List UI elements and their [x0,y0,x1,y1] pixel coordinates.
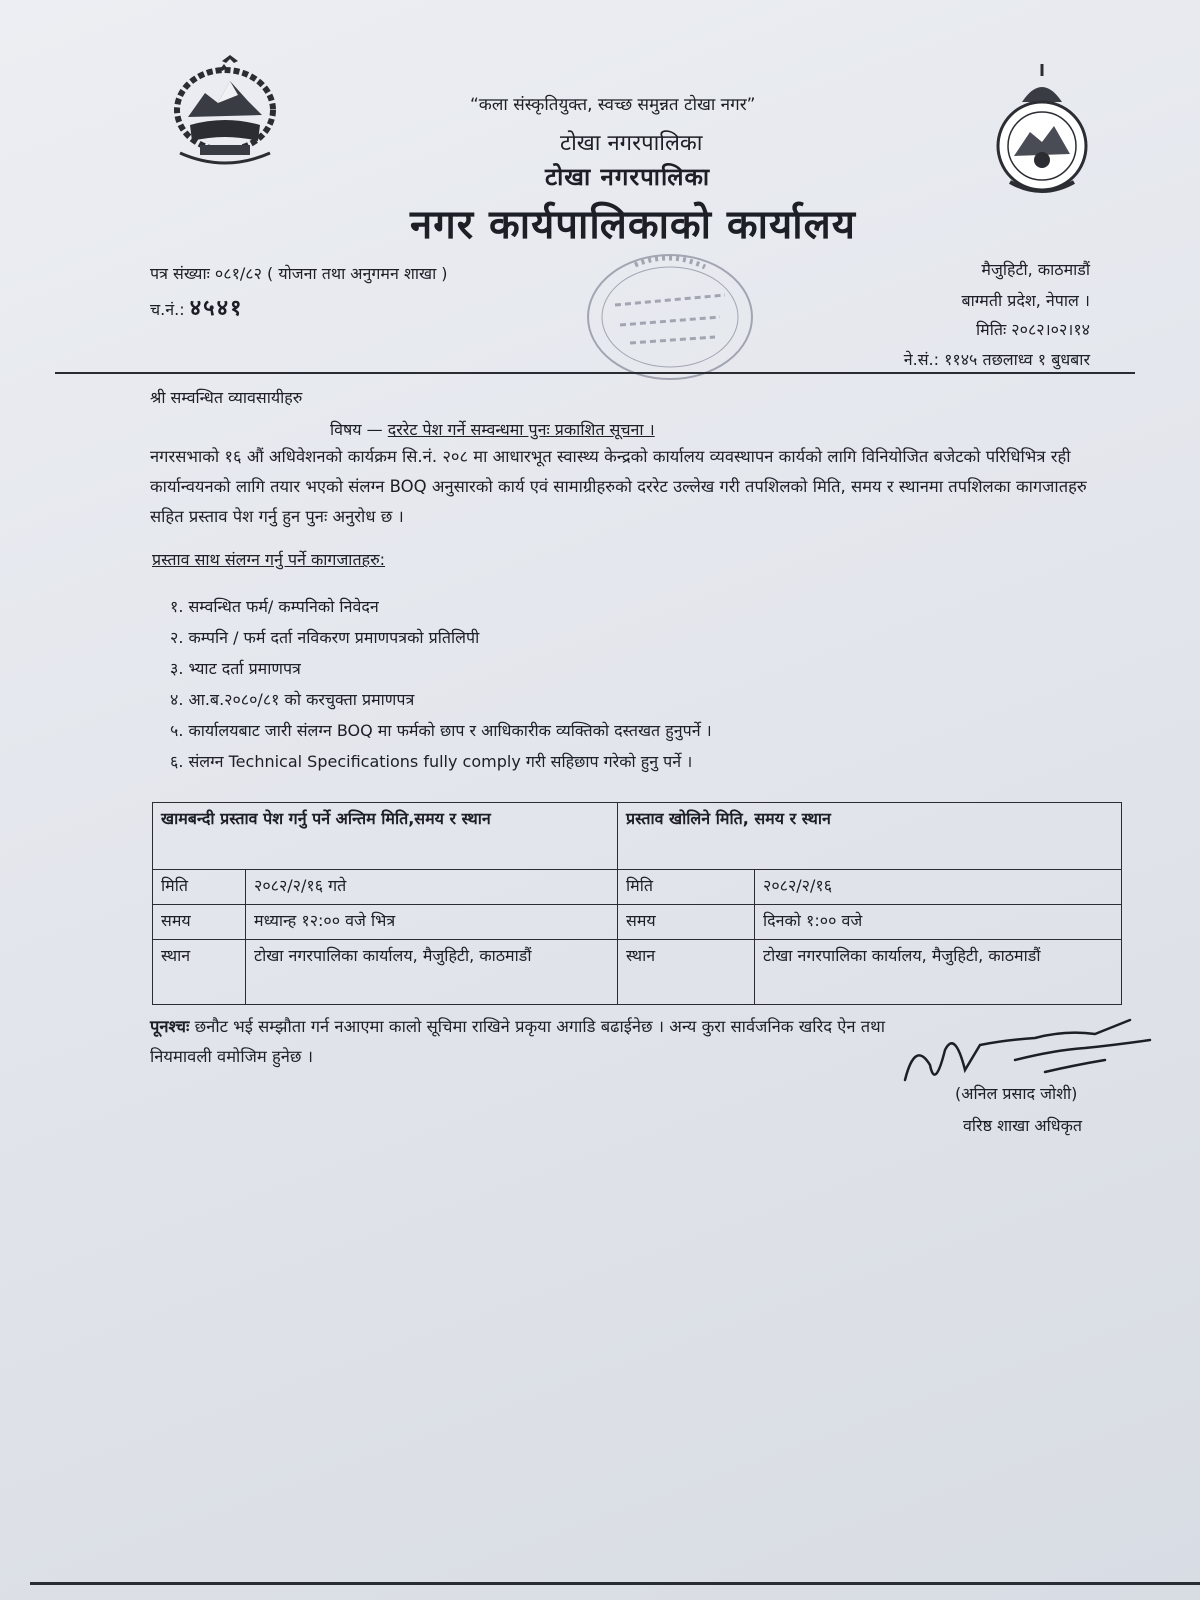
dispatch-value: ४५४१ [189,296,244,321]
row-label: समय [153,905,246,940]
list-item: ४. आ.ब.२०८०/८१ को करचुक्ता प्रमाणपत्र [170,690,415,709]
opening-header: प्रस्ताव खोलिने मिति, समय र स्थान [618,803,1122,870]
submission-header: खामबन्दी प्रस्ताव पेश गर्नु पर्ने अन्तिम मिति,समय र स्थान [153,803,618,870]
office-title: नगर कार्यपालिकाको कार्यालय [410,201,856,248]
documents-title: प्रस्ताव साथ संलग्न गर्नु पर्ने कागजातहरु: [152,550,386,569]
office-stamp-icon [575,245,760,390]
postscript-label: पूनश्चः [150,1017,190,1036]
postscript-note [150,1012,910,1072]
dispatch-label: च.नं.: [150,300,185,319]
subject-text: दररेट पेश गर्ने सम्वन्धमा पुनः प्रकाशित सूचना । [387,420,655,439]
nepal-samvat-date: ने.सं.: ११४५ तछलाध्व १ बुधबार [903,350,1090,369]
page-bottom-edge [30,1582,1200,1585]
table-row [153,940,1122,1005]
letter-date: मितिः २०८२।०२।१४ [976,320,1090,339]
list-item: ६. संलग्न Technical Specifications fully comply गरी सहिछाप गरेको हुनु पर्ने । [170,752,693,771]
row-label: मिति [618,870,755,905]
documents-list [170,595,712,781]
signer-designation: वरिष्ठ शाखा अधिकृत [963,1116,1083,1135]
table-row [153,803,1122,870]
dispatch-number [150,292,243,322]
submission-place: टोखा नगरपालिका कार्यालय, मैजुहिटी, काठमाडौं [246,940,618,1005]
list-item: ३. भ्याट दर्ता प्रमाणपत्र [170,659,301,678]
list-item: ५. कार्यालयबाट जारी संलग्न BOQ मा फर्मको छाप र आधिकारीक व्यक्तिको दस्तखत हुनुपर्ने । [170,721,712,740]
table-row [153,905,1122,940]
letter-body: नगरसभाको १६ औं अधिवेशनको कार्यक्रम सि.नं. २०८ मा आधारभूत स्वास्थ्य केन्द्रको कार्यालय व्यवस्थापन कार्यको लागि विनियोजित बजेटको परिधिभित्र रही कार्यान्वयनको लागि तयार भएको संलग्न BOQ अनुसारको कार्य एवं सामाग्रीहरुको दररेट उल्लेख गरी तपशिलको मिति, समय र स्थानमा तपशिलका कागजातहरु सहित प्रस्ताव पेश गर्नु हुन पुनः अनुरोध छ । [150,447,1087,526]
table-row [153,870,1122,905]
list-item: १. सम्वन्धित फर्म/ कम्पनिको निवेदन [170,597,379,616]
municipality-name: टोखा नगरपालिका [560,131,703,156]
subject-line [330,418,655,440]
municipality-slogan: “कला संस्कृतियुक्त, स्वच्छ समुन्नत टोखा नगर” [470,95,756,115]
list-item: २. कम्पनि / फर्म दर्ता नविकरण प्रमाणपत्रको प्रतिलिपी [170,628,480,647]
submission-date: २०८२/२/१६ गते [246,870,618,905]
opening-time: दिनको १:०० वजे [755,905,1122,940]
office-address-line1: मैजुहिटी, काठमाडौं [981,260,1090,279]
row-label: समय [618,905,755,940]
row-label: स्थान [618,940,755,1005]
row-label: मिति [153,870,246,905]
submission-time: मध्यान्ह १२:०० वजे भित्र [246,905,618,940]
header-divider [55,372,1135,374]
office-address-line2: बाग्मती प्रदेश, नेपाल । [961,291,1090,310]
subject-label: विषय — [330,420,383,439]
tokha-municipality-logo-icon [990,62,1095,197]
schedule-table [152,802,1122,1005]
opening-date: २०८२/२/१६ [755,870,1122,905]
salutation: श्री सम्वन्धित व्यावसायीहरु [150,388,303,407]
postscript-text: छनौट भई सम्झौता गर्न नआएमा कालो सूचिमा राखिने प्रकृया अगाडि बढाईनेछ । अन्य कुरा सार्वजनिक खरिद ऐन तथा नियमावली वमोजिम हुनेछ । [150,1017,885,1066]
opening-place: टोखा नगरपालिका कार्यालय, मैजुहिटी, काठमाडौं [755,940,1122,1005]
letter-number: पत्र संख्याः ०८१/८२ ( योजना तथा अनुगमन शाखा ) [150,264,448,283]
municipality-name-stylized: टोखा नगरपालिका [545,162,711,191]
signer-name: (अनिल प्रसाद जोशी) [955,1084,1078,1103]
nepal-government-emblem-icon [160,55,290,170]
row-label: स्थान [153,940,246,1005]
